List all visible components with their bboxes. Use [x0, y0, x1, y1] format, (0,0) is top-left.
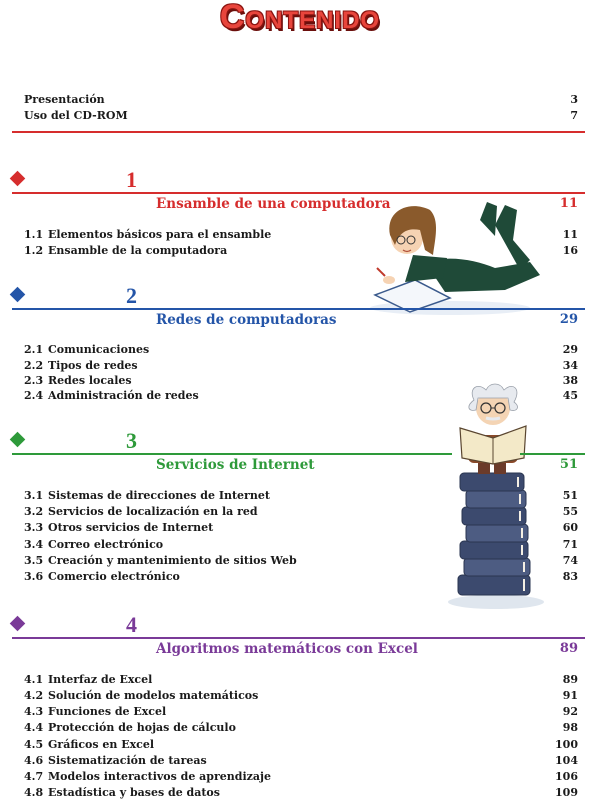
toc-entry-page: 98 — [562, 721, 578, 734]
toc-entry-cd-rom[interactable] — [24, 108, 578, 123]
toc-entry-page: 45 — [562, 389, 578, 402]
toc-entry-page: 100 — [555, 738, 578, 751]
toc-entry-label: Uso del CD-ROM — [24, 109, 128, 122]
toc-entry[interactable] — [24, 488, 434, 503]
unit-4-page: 89 — [559, 641, 578, 656]
divider-rule — [12, 131, 585, 133]
toc-entry-page: 34 — [562, 359, 578, 372]
toc-entry-label: Solución de modelos matemáticos — [48, 689, 259, 702]
divider-rule — [12, 637, 585, 639]
unit-1-title[interactable]: Ensamble de una computadora — [156, 196, 391, 212]
unit-4-title[interactable]: Algoritmos matemáticos con Excel — [156, 641, 418, 657]
toc-entry[interactable] — [24, 753, 578, 768]
toc-entry-number: 4.7 — [24, 770, 44, 783]
divider-rule — [12, 192, 585, 194]
toc-entry-number: 3.6 — [24, 570, 44, 583]
divider-rule — [520, 453, 585, 455]
toc-entry-number: 1.2 — [24, 244, 44, 257]
toc-entry-number: 4.2 — [24, 689, 44, 702]
toc-entry-label: Comercio electrónico — [48, 570, 180, 583]
toc-entry-page: 29 — [562, 343, 578, 356]
unit-word: UNIDAD — [29, 428, 120, 453]
toc-entry[interactable] — [24, 537, 434, 552]
toc-entry-label: Ensamble de la computadora — [48, 244, 228, 257]
unit-3-heading — [12, 429, 138, 453]
toc-entry-number: 2.2 — [24, 359, 44, 372]
toc-entry-page: 91 — [562, 689, 578, 702]
toc-entry[interactable] — [24, 342, 578, 357]
toc-entry-page: 92 — [562, 705, 578, 718]
unit-number: 2 — [126, 283, 138, 308]
toc-entry[interactable] — [24, 769, 578, 784]
toc-entry[interactable] — [24, 672, 578, 687]
toc-entry-label: Correo electrónico — [48, 538, 164, 551]
toc-entry-number: 3.1 — [24, 489, 44, 502]
toc-entry-page: 104 — [555, 754, 578, 767]
toc-entry-label: Tipos de redes — [48, 359, 138, 372]
toc-entry-label: Funciones de Excel — [48, 705, 167, 718]
toc-entry-number: 1.1 — [24, 228, 44, 241]
toc-entry-label: Estadística y bases de datos — [48, 786, 220, 799]
toc-entry-label: Protección de hojas de cálculo — [48, 721, 236, 734]
toc-entry-label: Interfaz de Excel — [48, 673, 153, 686]
toc-entry-presentacion[interactable] — [24, 92, 578, 107]
toc-entry-page: 3 — [570, 93, 578, 106]
toc-entry-label: Comunicaciones — [48, 343, 150, 356]
unit-word: UNIDAD — [29, 283, 120, 308]
toc-entry-page: 16 — [562, 244, 578, 257]
toc-entry[interactable] — [24, 737, 578, 752]
unit-2-heading — [12, 284, 138, 308]
unit-4-heading — [12, 613, 138, 637]
toc-entry-number: 2.1 — [24, 343, 44, 356]
unit-3-page: 51 — [559, 457, 578, 472]
toc-entry-label: Elementos básicos para el ensamble — [48, 228, 272, 241]
unit-word: UNIDAD — [29, 167, 120, 192]
toc-entry-number: 3.3 — [24, 521, 44, 534]
toc-entry-label: Modelos interactivos de aprendizaje — [48, 770, 271, 783]
unit-2-page: 29 — [559, 312, 578, 327]
toc-entry-page: 83 — [562, 570, 578, 583]
diamond-icon — [10, 616, 26, 632]
toc-entry-number: 3.2 — [24, 505, 44, 518]
unit-3-title[interactable]: Servicios de Internet — [156, 457, 315, 473]
toc-entry-page: 60 — [562, 521, 578, 534]
unit-1-page: 11 — [559, 196, 578, 211]
toc-entry-label: Otros servicios de Internet — [48, 521, 214, 534]
toc-entry-number: 4.5 — [24, 738, 44, 751]
toc-entry-number: 2.4 — [24, 389, 44, 402]
toc-entry-number: 4.8 — [24, 786, 44, 799]
toc-entry[interactable] — [24, 785, 578, 800]
toc-entry-page: 11 — [562, 228, 578, 241]
toc-entry-page: 51 — [562, 489, 578, 502]
toc-entry-label: Presentación — [24, 93, 105, 106]
toc-entry-page: 89 — [562, 673, 578, 686]
toc-entry-label: Servicios de localización en la red — [48, 505, 258, 518]
toc-entry-label: Redes locales — [48, 374, 132, 387]
toc-entry-page: 109 — [555, 786, 578, 799]
diamond-icon — [10, 432, 26, 448]
unit-number: 4 — [126, 612, 138, 637]
toc-entry-page: 106 — [555, 770, 578, 783]
toc-entry[interactable] — [24, 688, 578, 703]
toc-entry-number: 4.1 — [24, 673, 44, 686]
toc-entry-page: 7 — [570, 109, 578, 122]
toc-entry-page: 74 — [562, 554, 578, 567]
page-title: Contenido — [219, 0, 381, 36]
unit-number: 1 — [126, 167, 138, 192]
toc-entry[interactable] — [24, 569, 434, 584]
unit-word: UNIDAD — [29, 612, 120, 637]
toc-entry-label: Gráficos en Excel — [48, 738, 155, 751]
toc-entry-label: Creación y mantenimiento de sitios Web — [48, 554, 297, 567]
toc-entry-number: 3.5 — [24, 554, 44, 567]
toc-entry-page: 55 — [562, 505, 578, 518]
toc-entry-number: 4.4 — [24, 721, 44, 734]
professor-on-books-illustration — [438, 380, 558, 610]
toc-entry-page: 38 — [562, 374, 578, 387]
unit-2-title[interactable]: Redes de computadoras — [156, 312, 337, 328]
divider-rule — [12, 308, 585, 310]
toc-entry[interactable] — [24, 504, 434, 519]
toc-entry-number: 4.6 — [24, 754, 44, 767]
toc-entry[interactable] — [24, 720, 578, 735]
toc-entry-number: 3.4 — [24, 538, 44, 551]
unit-1-heading — [12, 168, 138, 192]
toc-entry-label: Sistemas de direcciones de Internet — [48, 489, 270, 502]
diamond-icon — [10, 171, 26, 187]
toc-entry-label: Administración de redes — [48, 389, 199, 402]
toc-entry[interactable] — [24, 520, 434, 535]
toc-entry-page: 71 — [562, 538, 578, 551]
toc-entry-number: 2.3 — [24, 374, 44, 387]
toc-entry-number: 4.3 — [24, 705, 44, 718]
toc-entry[interactable] — [24, 704, 578, 719]
toc-entry[interactable] — [24, 358, 578, 373]
diamond-icon — [10, 287, 26, 303]
girl-reading-illustration — [355, 200, 545, 318]
toc-entry-label: Sistematización de tareas — [48, 754, 207, 767]
toc-entry[interactable] — [24, 553, 434, 568]
divider-rule — [12, 453, 452, 455]
unit-number: 3 — [126, 428, 138, 453]
